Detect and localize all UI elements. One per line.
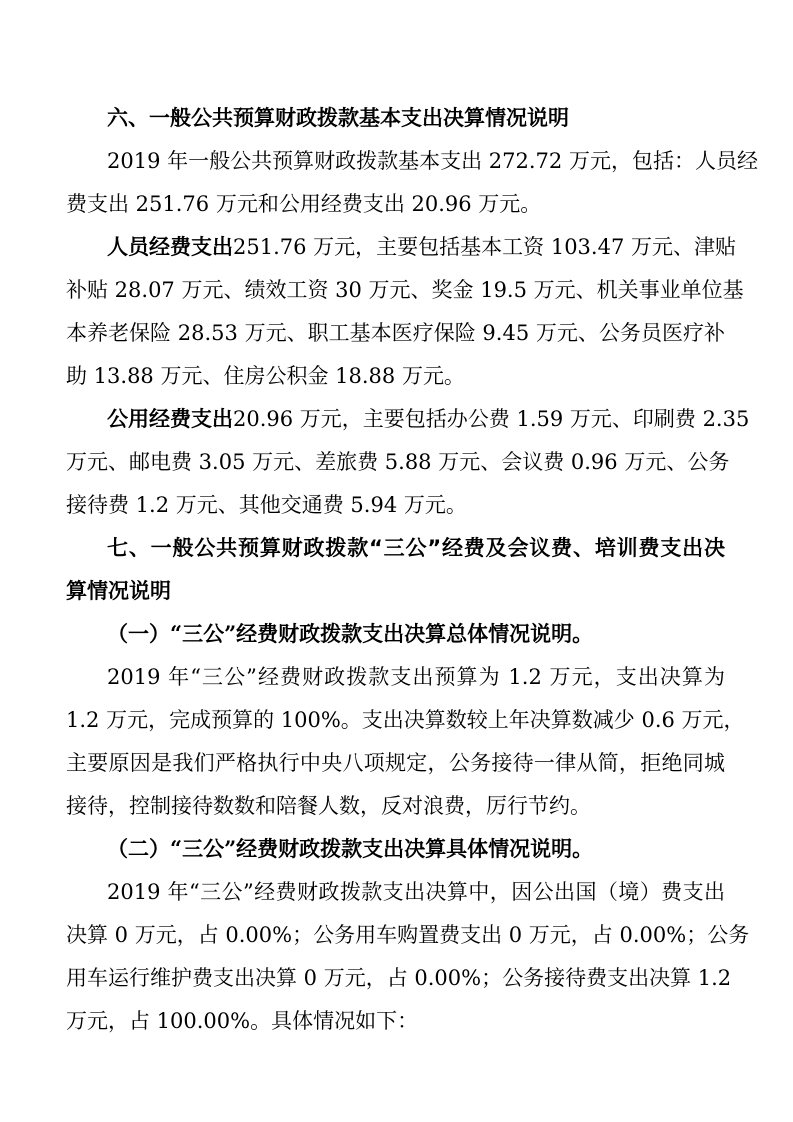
personnel-first-line-rest: 251.76 万元，主要包括基本工资 103.47 万元、津贴	[233, 235, 736, 259]
paragraph-line: 万元，占 100.00%。具体情况如下：	[66, 1009, 419, 1033]
paragraph-line: 决算 0 万元，占 0.00%；公务用车购置费支出 0 万元，占 0.00%；公务	[66, 923, 750, 947]
paragraph-line: 费支出 251.76 万元和公用经费支出 20.96 万元。	[66, 192, 542, 216]
paragraph-line: 万元、邮电费 3.05 万元、差旅费 5.88 万元、会议费 0.96 万元、公务	[66, 450, 730, 474]
paragraph-line: 接待，控制接待数数和陪餐人数，反对浪费，厉行节约。	[66, 794, 591, 818]
subsection-2-title: （二）“三公”经费财政拨款支出决算具体情况说明。	[107, 836, 594, 861]
subsection-1-title: （一）“三公”经费财政拨款支出决算总体情况说明。	[107, 621, 594, 646]
paragraph-line: 助 13.88 万元、住房公积金 18.88 万元。	[66, 364, 465, 388]
paragraph-line: 补贴 28.07 万元、绩效工资 30 万元、奖金 19.5 万元、机关事业单位基	[66, 278, 744, 302]
public-first-line	[107, 399, 750, 439]
paragraph-line: 接待费 1.2 万元、其他交通费 5.94 万元。	[66, 493, 467, 517]
section-7-heading: 七、一般公共预算财政拨款“三公”经费及会议费、培训费支出决	[107, 536, 725, 560]
section-6-heading: 六、一般公共预算财政拨款基本支出决算情况说明	[107, 106, 569, 130]
paragraph-line: 用车运行维护费支出决算 0 万元，占 0.00%；公务接待费支出决算 1.2	[66, 966, 732, 990]
personnel-first-line	[107, 227, 736, 267]
section-7-heading-cont: 算情况说明	[66, 579, 171, 603]
paragraph-line: 本养老保险 28.53 万元、职工基本医疗保险 9.45 万元、公务员医疗补	[66, 321, 725, 345]
personnel-label: 人员经费支出	[107, 234, 233, 259]
paragraph-line: 2019 年一般公共预算财政拨款基本支出 272.72 万元，包括：人员经	[107, 149, 758, 173]
paragraph-line: 2019 年“三公”经费财政拨款支出决算中，因公出国（境）费支出	[107, 880, 725, 904]
paragraph-line: 1.2 万元，完成预算的 100%。支出决算数较上年决算数减少 0.6 万元，	[66, 708, 745, 732]
public-label: 公用经费支出	[107, 406, 233, 431]
paragraph-line: 主要原因是我们严格执行中央八项规定，公务接待一律从简，拒绝同城	[66, 751, 725, 775]
public-first-line-rest: 20.96 万元，主要包括办公费 1.59 万元、印刷费 2.35	[233, 407, 750, 431]
paragraph-line: 2019 年“三公”经费财政拨款支出预算为 1.2 万元，支出决算为	[107, 665, 725, 689]
